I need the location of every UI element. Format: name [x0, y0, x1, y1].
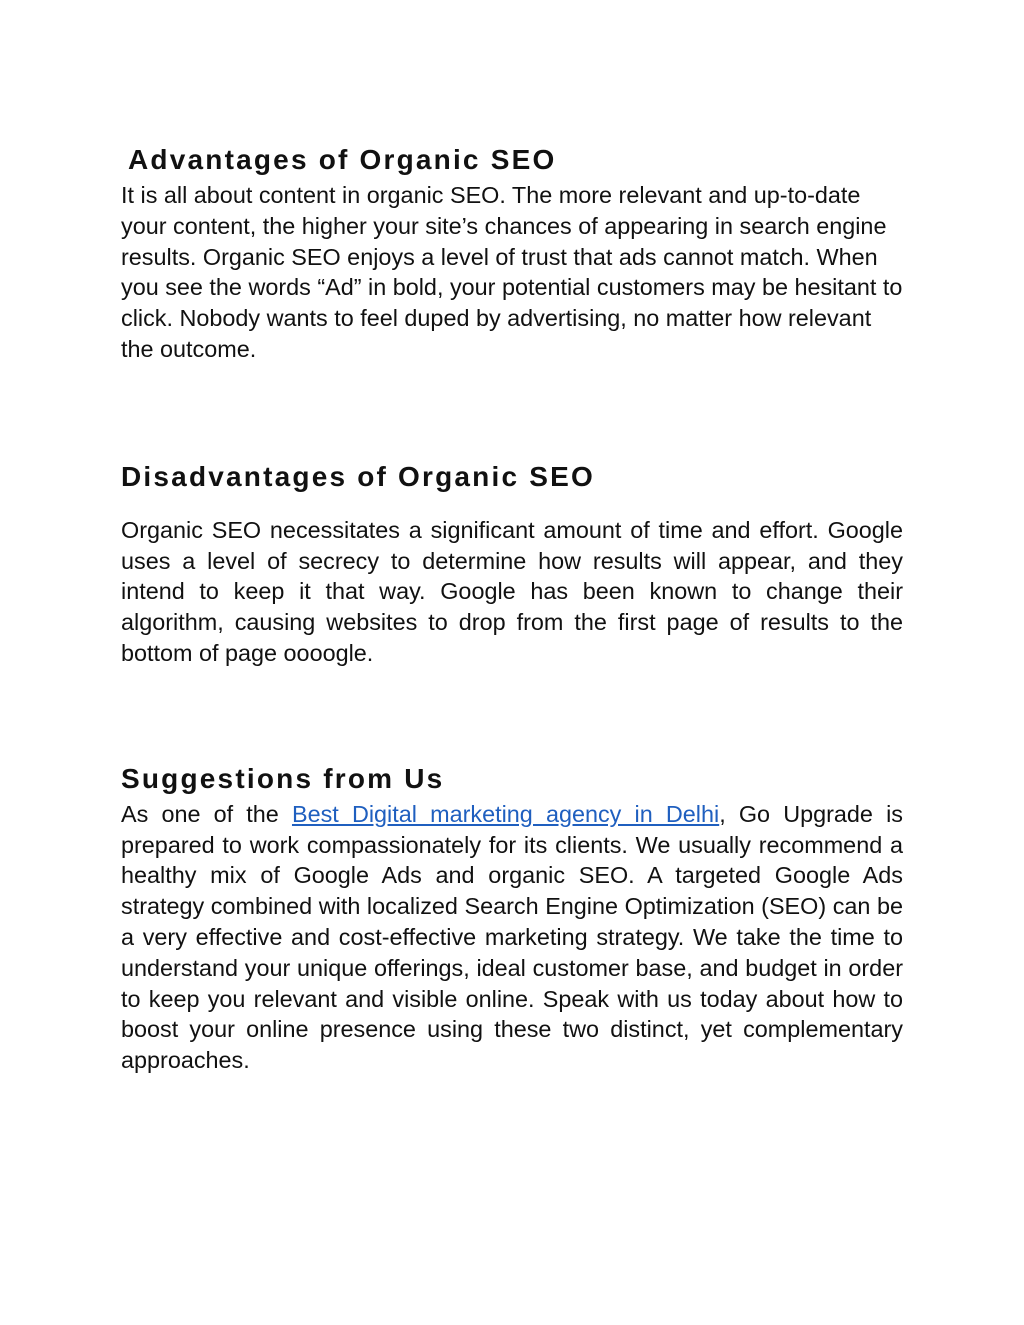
paragraph-disadvantages: Organic SEO necessitates a significant amount of time and effort. Google uses a level of secrecy to determine how results will appear, and they intend to keep it that way. Google has been known to change their algorithm, causing websites to drop from the first page of results to the bottom of page oooogle.: [121, 516, 903, 666]
agency-link[interactable]: Best Digital marketing agency in Delhi: [291, 800, 720, 827]
suggestions-text-after-link: , Go Upgrade is prepared to work compassionately for its clients. We usually recommend a healthy mix of Google Ads and organic SEO. A targeted Google Ads strategy combined with localized Search Engine Optimization (SEO) can be a very effective and cost-effective marketing strategy. We take the time to understand your unique offerings, ideal customer base, and budget in order to keep you relevant and visible online. Speak with us today about how to boost your online presence using these two distinct, yet complementary approaches.: [121, 800, 903, 1074]
paragraph-suggestions: [121, 799, 903, 1076]
section-disadvantages: [121, 457, 903, 669]
heading-disadvantages: Disadvantages of Organic SEO: [121, 460, 595, 492]
section-suggestions: [121, 759, 903, 1076]
heading-advantages: Advantages of Organic SEO: [128, 144, 557, 175]
section-advantages: [121, 140, 903, 365]
heading-suggestions: Suggestions from Us: [121, 762, 445, 794]
section-spacer: [121, 669, 903, 759]
article-content: [121, 140, 903, 1076]
suggestions-text-before-link: As one of the: [121, 800, 292, 827]
heading-spacer: [121, 497, 903, 515]
paragraph-advantages: It is all about content in organic SEO. The more relevant and up-to-date your content, the higher your site’s chances of appearing in search engine results. Organic SEO enjoys a level of trust that ads cannot match. When you see the words “Ad” in bold, your potential customers may be hesitant to click. Nobody wants to feel duped by advertising, no matter how relevant the outcome.: [121, 182, 903, 362]
section-spacer: [121, 365, 903, 457]
